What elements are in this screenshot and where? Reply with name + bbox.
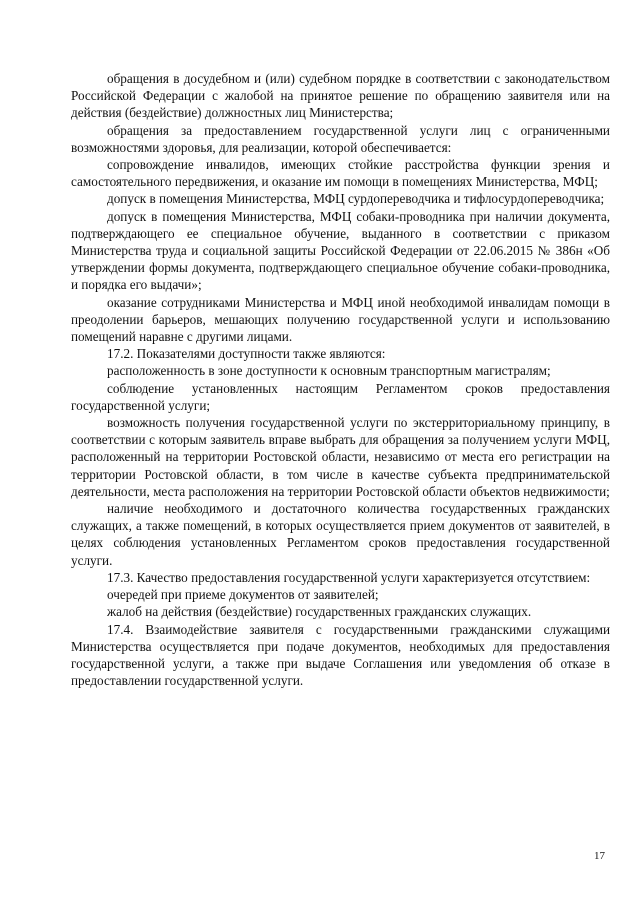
paragraph: оказание сотрудниками Министерства и МФЦ иной необходимой инвалидам помощи в преодолении барьеров, мешающих получению государственной услуги и использованию помещений наравне с другими лицами. <box>71 294 610 345</box>
section-17-3-paragraph: 17.3. Качество предоставления государственной услуги характеризуется отсутствием: <box>107 569 591 585</box>
section-17-2-paragraph: 17.2. Показателями доступности также являются: <box>107 346 386 362</box>
paragraph: допуск в помещения Министерства, МФЦ сурдопереводчика и тифлосурдопереводчика; <box>107 191 605 207</box>
paragraph: соблюдение установленных настоящим Регламентом сроков предоставления государственной услуги; <box>71 380 610 413</box>
paragraph: обращения за предоставлением государственной услуги лиц с ограниченными возможностями здоровья, для реализации, которой обеспечивается: <box>71 122 610 155</box>
paragraph: возможность получения государственной услуги по экстерриториальному принципу, в соответствии с которым заявитель вправе выбрать для обращения за получением услуги МФЦ, расположенный на территории Ростовской области, независимо от места его регистрации на территории Ростовской области, в том числе в качестве субъекта предпринимательской деятельности, места расположения на территории Ростовской области объектов недвижимости; <box>71 415 610 499</box>
paragraph: очередей при приеме документов от заявителей; <box>107 587 379 603</box>
paragraph: расположенность в зоне доступности к основным транспортным магистралям; <box>107 363 551 379</box>
body-text <box>71 70 610 689</box>
section-17-4-paragraph: 17.4. Взаимодействие заявителя с государственными гражданскими служащими Министерства осуществляется при подаче документов, необходимых для предоставления государственной услуги, а также при выдаче Соглашения или уведомления об отказе в предоставлении государственной услуги. <box>71 621 610 689</box>
paragraph: обращения в досудебном и (или) судебном порядке в соответствии с законодательством Российской Федерации с жалобой на принятое решение по обращению заявителя или на действия (бездействие) должностных лиц Министерства; <box>71 71 610 121</box>
page-number: 17 <box>594 850 605 862</box>
paragraph: жалоб на действия (бездействие) государственных гражданских служащих. <box>107 604 532 620</box>
paragraph: наличие необходимого и достаточного количества государственных гражданских служащих, а также помещений, в которых осуществляется прием документов от заявителей, в целях соблюдения установленных Регламентом сроков предоставления государственной услуги. <box>71 501 610 568</box>
paragraph: допуск в помещения Министерства, МФЦ собаки-проводника при наличии документа, подтверждающего ее специальное обучение, выданного в соответствии с приказом Министерства труда и социальной защиты Российской Федерации от 22.06.2015 № 386н «Об утверждении формы документа, подтверждающего специальное обучение собаки-проводника, и порядка его выдачи»; <box>71 208 610 293</box>
paragraph: сопровождение инвалидов, имеющих стойкие расстройства функции зрения и самостоятельного передвижения, и оказание им помощи в помещениях Министерства, МФЦ; <box>71 157 610 190</box>
